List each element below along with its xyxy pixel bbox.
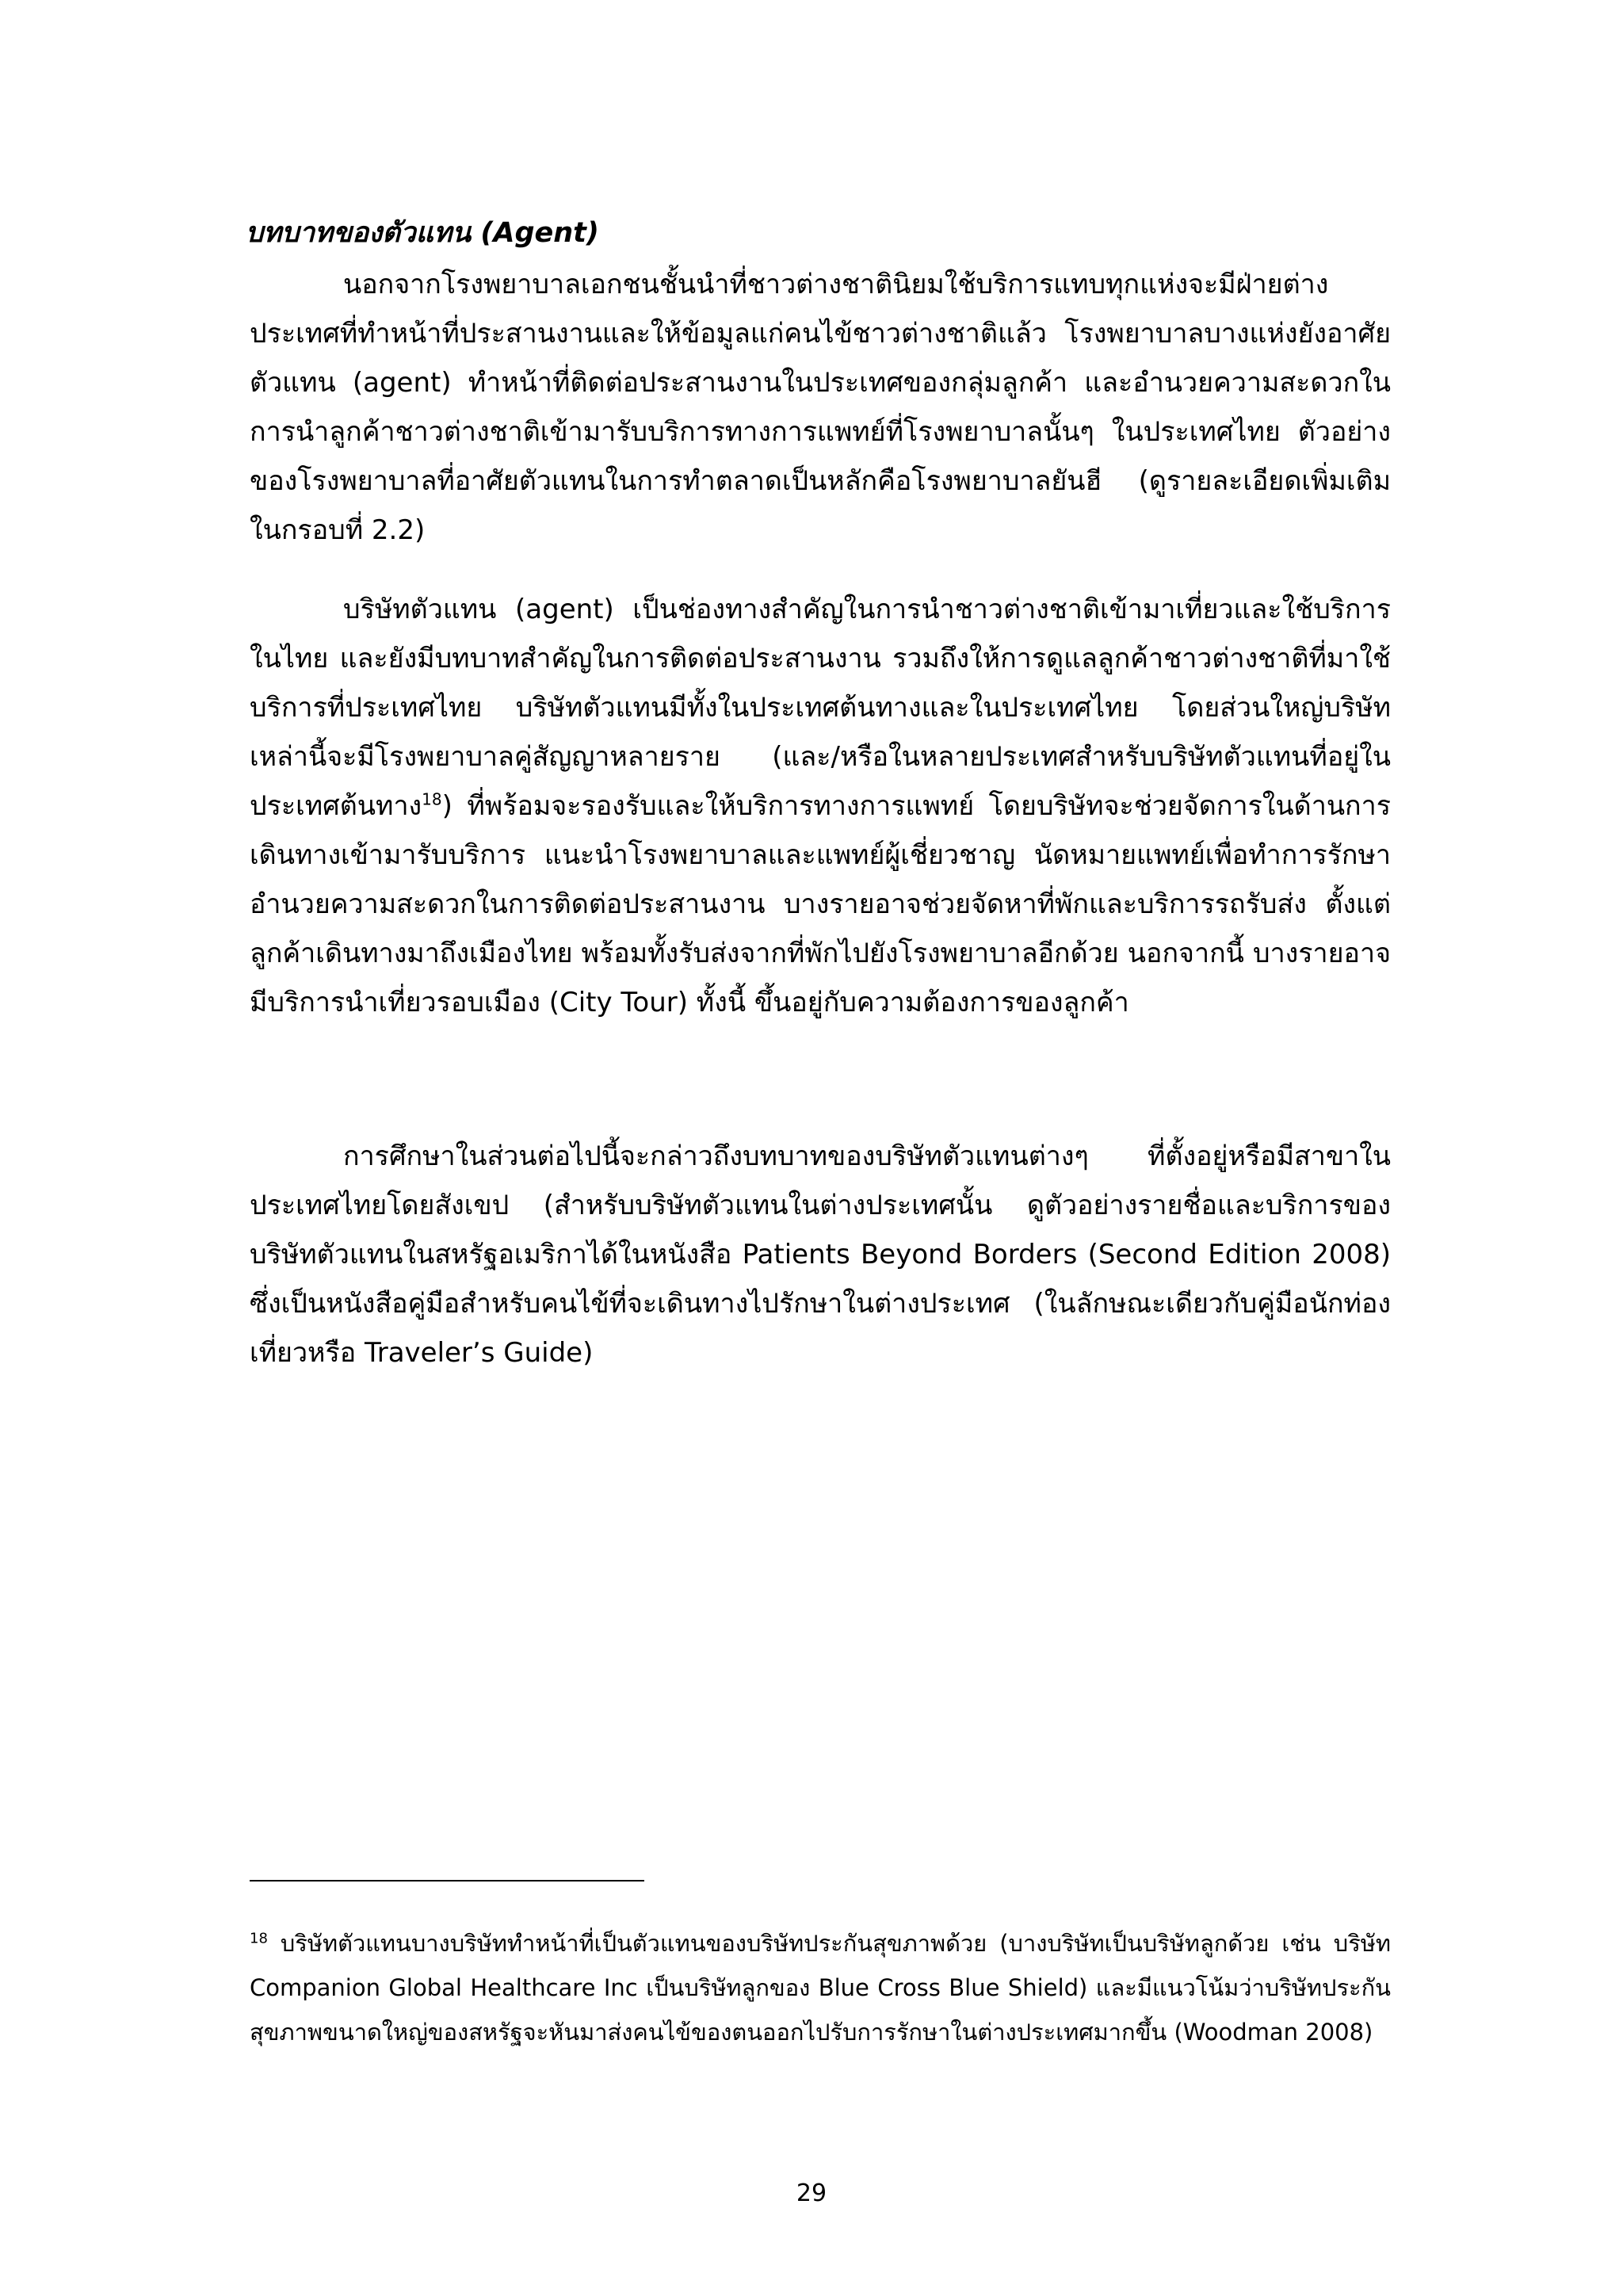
paragraph-study-scope: การศึกษาในส่วนต่อไปนี้จะกล่าวถึงบทบาทของบริษัทตัวแทนต่างๆ ที่ตั้งอยู่หรือมีสาขาในประเทศไทยโดยสังเขป (สำหรับบริษัทตัวแทนในต่างประเทศนั้น ดูตัวอย่างรายชื่อและบริการของบริษัทตัวแทนในสหรัฐอเมริกาได้ในหนังสือ Patients Beyond Borders (Second Edition 2008) ซึ่งเป็นหนังสือคู่มือสำหรับคนไข้ที่จะเดินทางไปรักษาในต่างประเทศ (ในลักษณะเดียวกับคู่มือนักท่องเที่ยวหรือ Traveler’s Guide) [250,1140,1391,1369]
footnote-number: 18 [250,1930,268,1947]
paragraph-agent-role-text-after: ) ที่พร้อมจะรองรับและให้บริการทางการแพทย์ โดยบริษัทจะช่วยจัดการในด้านการเดินทางเข้ามารับบริการ แนะนำโรงพยาบาลและแพทย์ผู้เชี่ยวชาญ นัดหมายแพทย์เพื่อทำการรักษา อำนวยความสะดวกในการติดต่อประสานงาน บางรายอาจช่วยจัดหาที่พักและบริการรถรับส่ง ตั้งแต่ลูกค้าเดินทางมาถึงเมืองไทย พร้อมทั้งรับส่งจากที่พักไปยังโรงพยาบาลอีกด้วย นอกจากนี้ บางรายอาจมีบริการนำเที่ยวรอบเมือง (City Tour) ทั้งนี้ ขึ้นอยู่กับความต้องการของลูกค้า [250,790,1391,1018]
paragraph-agent-intro: นอกจากโรงพยาบาลเอกชนชั้นนำที่ชาวต่างชาตินิยมใช้บริการแทบทุกแห่งจะมีฝ่ายต่างประเทศที่ทำหน้าที่ประสานงานและให้ข้อมูลแก่คนไข้ชาวต่างชาติแล้ว โรงพยาบาลบางแห่งยังอาศัยตัวแทน (agent) ทำหน้าที่ติดต่อประสานงานในประเทศของกลุ่มลูกค้า และอำนวยความสะดวกในการนำลูกค้าชาวต่างชาติเข้ามารับบริการทางการแพทย์ที่โรงพยาบาลนั้นๆ ในประเทศไทย ตัวอย่างของโรงพยาบาลที่อาศัยตัวแทนในการทำตลาดเป็นหลักคือโรงพยาบาลยันฮี (ดูรายละเอียดเพิ่มเติมในกรอบที่ 2.2) [250,269,1391,546]
footnote [250,1921,1391,2054]
paragraph-agent-role [250,585,1391,1027]
footnote-reference[interactable]: 18 [422,789,442,809]
page-number: 29 [796,2179,827,2207]
footnote-divider [250,1880,644,1881]
paragraph-agent-role-text-before: บริษัทตัวแทน (agent) เป็นช่องทางสำคัญในการนำชาวต่างชาติเข้ามาเที่ยวและใช้บริการในไทย และยังมีบทบาทสำคัญในการติดต่อประสานงาน รวมถึงให้การดูแลลูกค้าชาวต่างชาติที่มาใช้บริการที่ประเทศไทย บริษัทตัวแทนมีทั้งในประเทศต้นทางและในประเทศไทย โดยส่วนใหญ่บริษัทเหล่านี้จะมีโรงพยาบาลคู่สัญญาหลายราย (และ/หรือในหลายประเทศสำหรับบริษัทตัวแทนที่อยู่ในประเทศต้นทาง [250,594,1391,822]
footnote-text: บริษัทตัวแทนบางบริษัททำหน้าที่เป็นตัวแทนของบริษัทประกันสุขภาพด้วย (บางบริษัทเป็นบริษัทลูกด้วย เช่น บริษัท Companion Global Healthcare Inc เป็นบริษัทลูกของ Blue Cross Blue Shield) และมีแนวโน้มว่าบริษัทประกันสุขภาพขนาดใหญ่ของสหรัฐจะหันมาส่งคนไข้ของตนออกไปรับการรักษาในต่างประเทศมากขึ้น (Woodman 2008) [250,1930,1392,2046]
section-heading: บทบาทของตัวแทน (Agent) [246,217,599,249]
